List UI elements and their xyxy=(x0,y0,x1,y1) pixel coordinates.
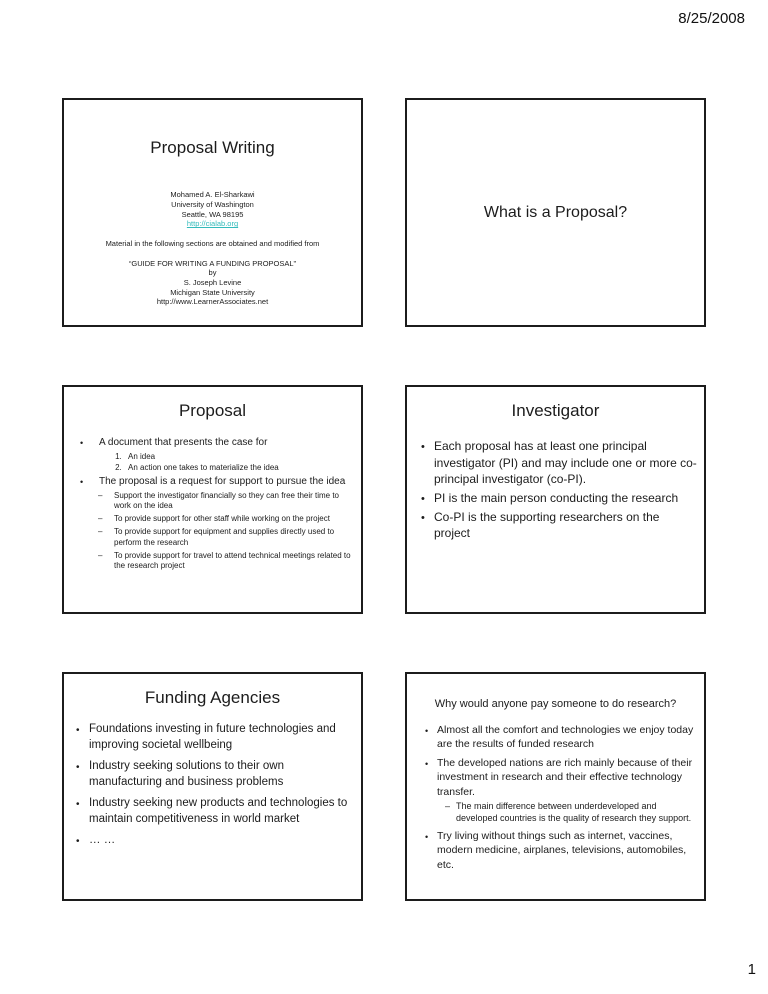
slide-proposal xyxy=(62,385,363,614)
slide-body xyxy=(407,723,704,872)
slide-body xyxy=(64,437,361,571)
bullet-item: • Co-PI is the supporting researchers on the project xyxy=(407,509,704,542)
slide-investigator xyxy=(405,385,706,614)
slide-funding-agencies xyxy=(62,672,363,901)
slide-title: Proposal Writing xyxy=(150,138,275,157)
page-number: 1 xyxy=(747,961,756,978)
credit-author: S. Joseph Levine xyxy=(183,277,242,287)
credit-university: Michigan State University xyxy=(170,287,255,297)
slide-title: Why would anyone pay someone to do research? xyxy=(434,698,677,710)
cialab-link[interactable]: http://cialab.org xyxy=(186,219,239,229)
numbered-item: 1. An idea xyxy=(124,452,361,462)
bullet-item: • A document that presents the case for xyxy=(64,437,361,449)
sub-bullet-item: – Support the investigator financially so they can free their time to work on the idea xyxy=(64,491,361,512)
bullet-item: • Each proposal has at least one principal investigator (PI) and may include one or more co-principal investigator (co-PI). xyxy=(407,438,704,488)
bullet-item: • Foundations investing in future technologies and improving societal wellbeing xyxy=(64,722,361,754)
slide-title: Proposal xyxy=(178,401,247,420)
credit-block xyxy=(64,259,361,307)
credit-by: by xyxy=(208,268,217,278)
author-block xyxy=(64,190,361,228)
sub-bullet-item: – To provide support for travel to attend technical meetings related to the research project xyxy=(64,551,361,572)
credit-guide-title: “GUIDE FOR WRITING A FUNDING PROPOSAL” xyxy=(128,258,297,268)
author-location: Seattle, WA 98195 xyxy=(181,209,244,219)
bullet-item: • Almost all the comfort and technologies we enjoy today are the results of funded research xyxy=(407,723,704,752)
slide-body xyxy=(407,438,704,541)
sub-bullet-item: – To provide support for equipment and supplies directly used to perform the research xyxy=(64,527,361,548)
material-note: Material in the following sections are obtained and modified from xyxy=(105,238,320,248)
credit-url: http://www.LearnerAssociates.net xyxy=(156,297,269,307)
bullet-item: • … … xyxy=(64,833,361,849)
bullet-item: • PI is the main person conducting the research xyxy=(407,490,704,507)
author-affiliation: University of Washington xyxy=(171,199,254,209)
page-date: 8/25/2008 xyxy=(678,10,745,27)
slide-title: Investigator xyxy=(511,401,600,420)
slide-body xyxy=(64,722,361,848)
author-name: Mohamed A. El-Sharkawi xyxy=(170,190,255,200)
bullet-item: • The developed nations are rich mainly because of their investment in research and their effective technology transfer. xyxy=(407,756,704,799)
slide-what-is-a-proposal xyxy=(405,98,706,327)
sub-bullet-item: – The main difference between underdeveloped and developed countries is the quality of research they support. xyxy=(407,801,704,824)
bullet-item: • Industry seeking new products and technologies to maintain competitiveness in world market xyxy=(64,796,361,828)
bullet-item: • Industry seeking solutions to their own manufacturing and business problems xyxy=(64,759,361,791)
numbered-list xyxy=(64,452,361,474)
slide-why-pay-for-research xyxy=(405,672,706,901)
sub-bullet-item: – To provide support for other staff while working on the project xyxy=(64,514,361,524)
bullet-item: • Try living without things such as internet, vaccines, modern medicine, airplanes, televisions, automobiles, etc. xyxy=(407,829,704,872)
slide-proposal-writing xyxy=(62,98,363,327)
bullet-item: • The proposal is a request for support to pursue the idea xyxy=(64,476,361,488)
slide-title: Funding Agencies xyxy=(144,688,281,707)
numbered-item: 2. An action one takes to materialize the idea xyxy=(124,463,361,473)
slide-title: What is a Proposal? xyxy=(483,203,628,221)
